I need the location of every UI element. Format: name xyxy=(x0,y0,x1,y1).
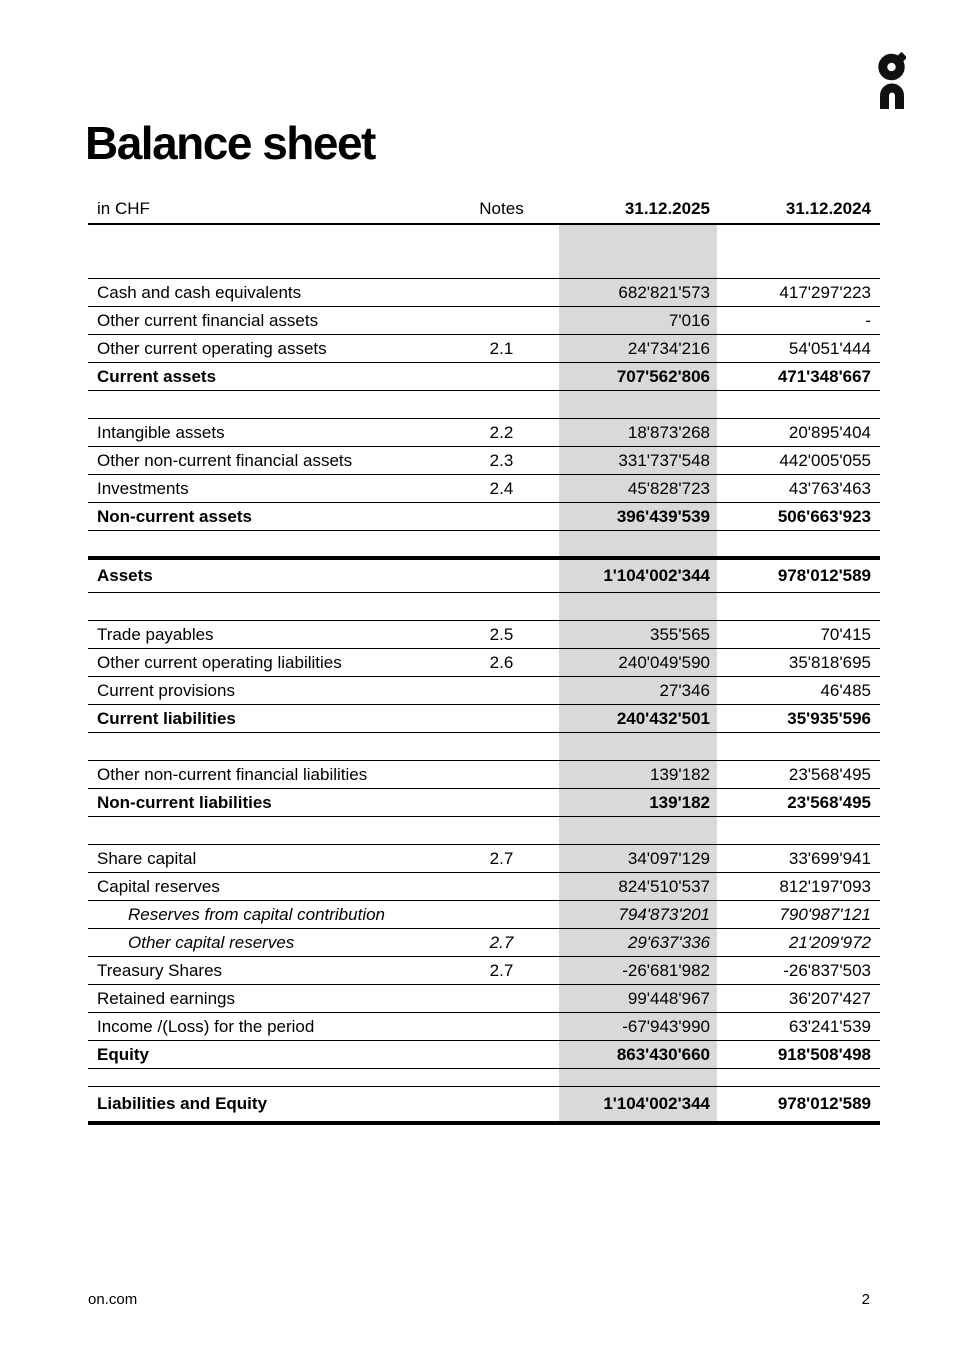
row-value-2025: 824'510'537 xyxy=(559,872,717,900)
row-note xyxy=(470,1040,559,1068)
row-value-2024: 43'763'463 xyxy=(717,474,880,502)
header-notes-label: Notes xyxy=(470,193,559,224)
row-value-2024: 21'209'972 xyxy=(717,928,880,956)
table-row xyxy=(88,760,880,788)
table-row xyxy=(88,418,880,446)
table-row xyxy=(88,1086,880,1123)
row-label: Other non-current financial assets xyxy=(88,446,470,474)
table-row xyxy=(88,502,880,530)
row-value-2025: 139'182 xyxy=(559,760,717,788)
row-value-2024: 54'051'444 xyxy=(717,334,880,362)
table-row xyxy=(88,676,880,704)
row-label: Assets xyxy=(88,558,470,592)
row-label: Other current operating assets xyxy=(88,334,470,362)
table-row xyxy=(88,900,880,928)
table-header-row xyxy=(88,193,880,224)
table-row xyxy=(88,1040,880,1068)
table-row xyxy=(88,648,880,676)
row-value-2025: 1'104'002'344 xyxy=(559,558,717,592)
row-label: Treasury Shares xyxy=(88,956,470,984)
balance-sheet-table xyxy=(88,193,880,1125)
on-logo-arch xyxy=(885,88,900,109)
page-footer xyxy=(88,1291,880,1308)
row-note xyxy=(470,676,559,704)
row-label: Equity xyxy=(88,1040,470,1068)
spacer-row xyxy=(88,592,880,620)
row-value-2024: 23'568'495 xyxy=(717,788,880,816)
row-note: 2.6 xyxy=(470,648,559,676)
row-label: Other current operating liabilities xyxy=(88,648,470,676)
row-label: Current assets xyxy=(88,362,470,390)
row-value-2024: 417'297'223 xyxy=(717,278,880,306)
table-row xyxy=(88,620,880,648)
table-row xyxy=(88,362,880,390)
row-value-2024: 812'197'093 xyxy=(717,872,880,900)
row-value-2025: 7'016 xyxy=(559,306,717,334)
row-label: Share capital xyxy=(88,844,470,872)
row-value-2025: 682'821'573 xyxy=(559,278,717,306)
row-label: Current liabilities xyxy=(88,704,470,732)
row-value-2024: 46'485 xyxy=(717,676,880,704)
header-currency-label: in CHF xyxy=(88,193,470,224)
row-value-2024: 35'935'596 xyxy=(717,704,880,732)
row-value-2024: 918'508'498 xyxy=(717,1040,880,1068)
row-label: Cash and cash equivalents xyxy=(88,278,470,306)
row-note: 2.7 xyxy=(470,844,559,872)
row-label: Retained earnings xyxy=(88,984,470,1012)
row-label: Non-current liabilities xyxy=(88,788,470,816)
row-value-2024: 35'818'695 xyxy=(717,648,880,676)
row-note xyxy=(470,872,559,900)
row-note: 2.7 xyxy=(470,956,559,984)
row-value-2025: 396'439'539 xyxy=(559,502,717,530)
row-note: 2.2 xyxy=(470,418,559,446)
row-note xyxy=(470,984,559,1012)
row-value-2025: 99'448'967 xyxy=(559,984,717,1012)
row-value-2024: 36'207'427 xyxy=(717,984,880,1012)
row-value-2024: 978'012'589 xyxy=(717,558,880,592)
row-value-2024: 506'663'923 xyxy=(717,502,880,530)
row-label: Income /(Loss) for the period xyxy=(88,1012,470,1040)
page-title: Balance sheet xyxy=(85,117,375,169)
row-value-2024: 978'012'589 xyxy=(717,1086,880,1123)
row-value-2024: -26'837'503 xyxy=(717,956,880,984)
row-value-2025: 1'104'002'344 xyxy=(559,1086,717,1123)
row-value-2024: 442'005'055 xyxy=(717,446,880,474)
row-note xyxy=(470,362,559,390)
row-value-2025: 139'182 xyxy=(559,788,717,816)
table-row xyxy=(88,446,880,474)
page-number: 2 xyxy=(861,1291,870,1308)
row-label: Other current financial assets xyxy=(88,306,470,334)
table-row xyxy=(88,984,880,1012)
row-value-2024: 63'241'539 xyxy=(717,1012,880,1040)
row-value-2025: -67'943'990 xyxy=(559,1012,717,1040)
row-value-2025: 45'828'723 xyxy=(559,474,717,502)
row-note xyxy=(470,760,559,788)
row-label: Non-current assets xyxy=(88,502,470,530)
row-note xyxy=(470,278,559,306)
table-row xyxy=(88,474,880,502)
row-value-2025: 27'346 xyxy=(559,676,717,704)
header-date-2025: 31.12.2025 xyxy=(559,193,717,224)
table-row xyxy=(88,956,880,984)
header-date-2024: 31.12.2024 xyxy=(717,193,880,224)
table-row xyxy=(88,704,880,732)
table-body xyxy=(88,224,880,1123)
row-value-2024: 33'699'941 xyxy=(717,844,880,872)
table-row xyxy=(88,844,880,872)
row-label: Reserves from capital contribution xyxy=(88,900,470,928)
on-logo xyxy=(878,52,906,109)
table-row xyxy=(88,788,880,816)
footer-site-text: on.com xyxy=(88,1291,138,1308)
row-value-2024: - xyxy=(717,306,880,334)
row-note: 2.1 xyxy=(470,334,559,362)
on-logo-ring xyxy=(883,58,900,75)
spacer-row xyxy=(88,732,880,760)
spacer-row xyxy=(88,816,880,844)
row-value-2025: 24'734'216 xyxy=(559,334,717,362)
row-label: Other non-current financial liabilities xyxy=(88,760,470,788)
row-value-2025: 331'737'548 xyxy=(559,446,717,474)
row-value-2024: 23'568'495 xyxy=(717,760,880,788)
row-note: 2.4 xyxy=(470,474,559,502)
row-value-2025: 240'432'501 xyxy=(559,704,717,732)
row-label: Investments xyxy=(88,474,470,502)
spacer-row xyxy=(88,390,880,418)
row-value-2024: 790'987'121 xyxy=(717,900,880,928)
row-note: 2.5 xyxy=(470,620,559,648)
table-row xyxy=(88,1012,880,1040)
row-value-2024: 20'895'404 xyxy=(717,418,880,446)
row-value-2025: 794'873'201 xyxy=(559,900,717,928)
spacer-row xyxy=(88,224,880,278)
row-label: Trade payables xyxy=(88,620,470,648)
spacer-row xyxy=(88,1068,880,1086)
table-row xyxy=(88,334,880,362)
row-label: Other capital reserves xyxy=(88,928,470,956)
table-row xyxy=(88,278,880,306)
row-value-2025: 707'562'806 xyxy=(559,362,717,390)
row-value-2025: -26'681'982 xyxy=(559,956,717,984)
row-note: 2.3 xyxy=(470,446,559,474)
table-row xyxy=(88,558,880,592)
table-row xyxy=(88,306,880,334)
spacer-row xyxy=(88,530,880,558)
row-label: Liabilities and Equity xyxy=(88,1086,470,1123)
row-note xyxy=(470,788,559,816)
row-note xyxy=(470,502,559,530)
row-value-2025: 29'637'336 xyxy=(559,928,717,956)
row-value-2024: 70'415 xyxy=(717,620,880,648)
row-value-2025: 240'049'590 xyxy=(559,648,717,676)
row-value-2024: 471'348'667 xyxy=(717,362,880,390)
row-note xyxy=(470,704,559,732)
row-label: Current provisions xyxy=(88,676,470,704)
row-note xyxy=(470,306,559,334)
row-value-2025: 18'873'268 xyxy=(559,418,717,446)
row-note xyxy=(470,558,559,592)
row-value-2025: 34'097'129 xyxy=(559,844,717,872)
row-value-2025: 863'430'660 xyxy=(559,1040,717,1068)
row-note xyxy=(470,1012,559,1040)
table-row xyxy=(88,872,880,900)
row-value-2025: 355'565 xyxy=(559,620,717,648)
row-note xyxy=(470,900,559,928)
row-label: Intangible assets xyxy=(88,418,470,446)
table-row xyxy=(88,928,880,956)
row-note xyxy=(470,1086,559,1123)
row-note: 2.7 xyxy=(470,928,559,956)
row-label: Capital reserves xyxy=(88,872,470,900)
